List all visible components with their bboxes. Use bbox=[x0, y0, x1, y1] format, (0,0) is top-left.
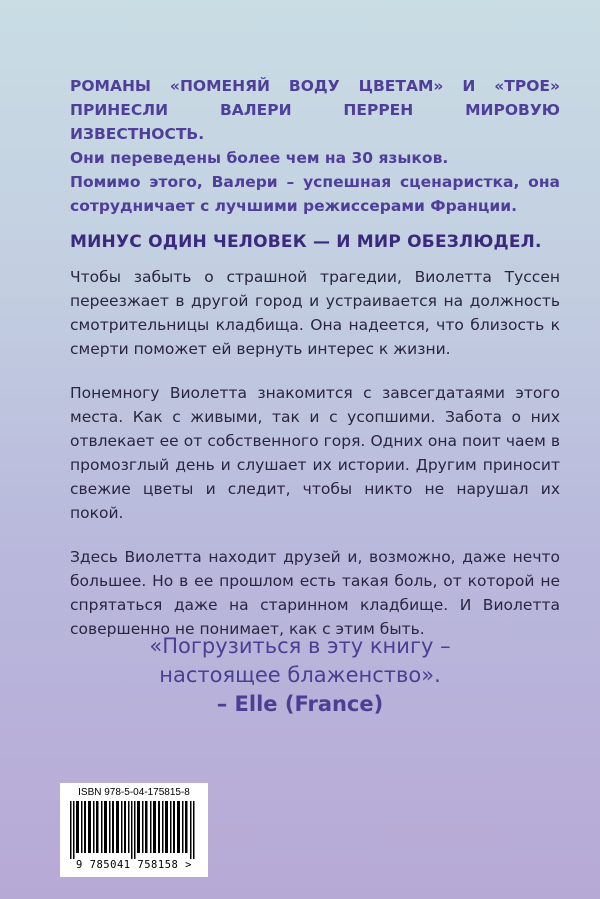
synopsis-paragraph: Чтобы забыть о страшной трагедии, Виолетта Туссен переезжает в другой город и устраивается на должность смотрительницы кладбища. Она надеется, что близость к смерти поможет ей вернуть интерес к жизни. bbox=[70, 268, 560, 358]
headline: МИНУС ОДИН ЧЕЛОВЕК — И МИР ОБЕЗЛЮДЕЛ. bbox=[70, 232, 542, 252]
synopsis bbox=[70, 265, 560, 661]
intro-line-3: Помимо этого, Валери – успешная сценаристка, она сотрудничает с лучшими режиссерами Франции. bbox=[70, 173, 560, 215]
barcode-icon bbox=[66, 801, 202, 859]
intro-line-1: РОМАНЫ «ПОМЕНЯЙ ВОДУ ЦВЕТАМ» И «ТРОЕ» ПРИНЕСЛИ ВАЛЕРИ ПЕРРЕН МИРОВУЮ ИЗВЕСТНОСТЬ. bbox=[70, 77, 560, 143]
quote-line-2: настоящее блаженство». bbox=[159, 663, 441, 687]
author-intro bbox=[70, 74, 560, 218]
barcode-digits: 9 785041 758158 > bbox=[76, 859, 192, 871]
quote-source: – Elle (France) bbox=[216, 692, 384, 716]
review-quote bbox=[60, 632, 540, 719]
intro-line-2: Они переведены более чем на 30 языков. bbox=[70, 149, 449, 167]
barcode-panel bbox=[60, 783, 208, 877]
isbn-label: ISBN 978-5-04-175815-8 bbox=[78, 787, 190, 798]
quote-line-1: «Погрузиться в эту книгу – bbox=[149, 634, 451, 658]
synopsis-paragraph: Понемногу Виолетта знакомится с завсегдатаями этого места. Как с живыми, так и с усопшими. Забота о них отвлекает ее от собственного горя. Одних она поит чаем в промозглый день и слушает их истории. Другим приносит свежие цветы и следит, чтобы никто не нарушал их покой. bbox=[70, 384, 560, 522]
synopsis-paragraph: Здесь Виолетта находит друзей и, возможно, даже нечто большее. Но в ее прошлом есть такая боль, от которой не спрятаться даже на старинном кладбище. И Виолетта совершенно не понимает, как с этим быть. bbox=[70, 548, 560, 638]
